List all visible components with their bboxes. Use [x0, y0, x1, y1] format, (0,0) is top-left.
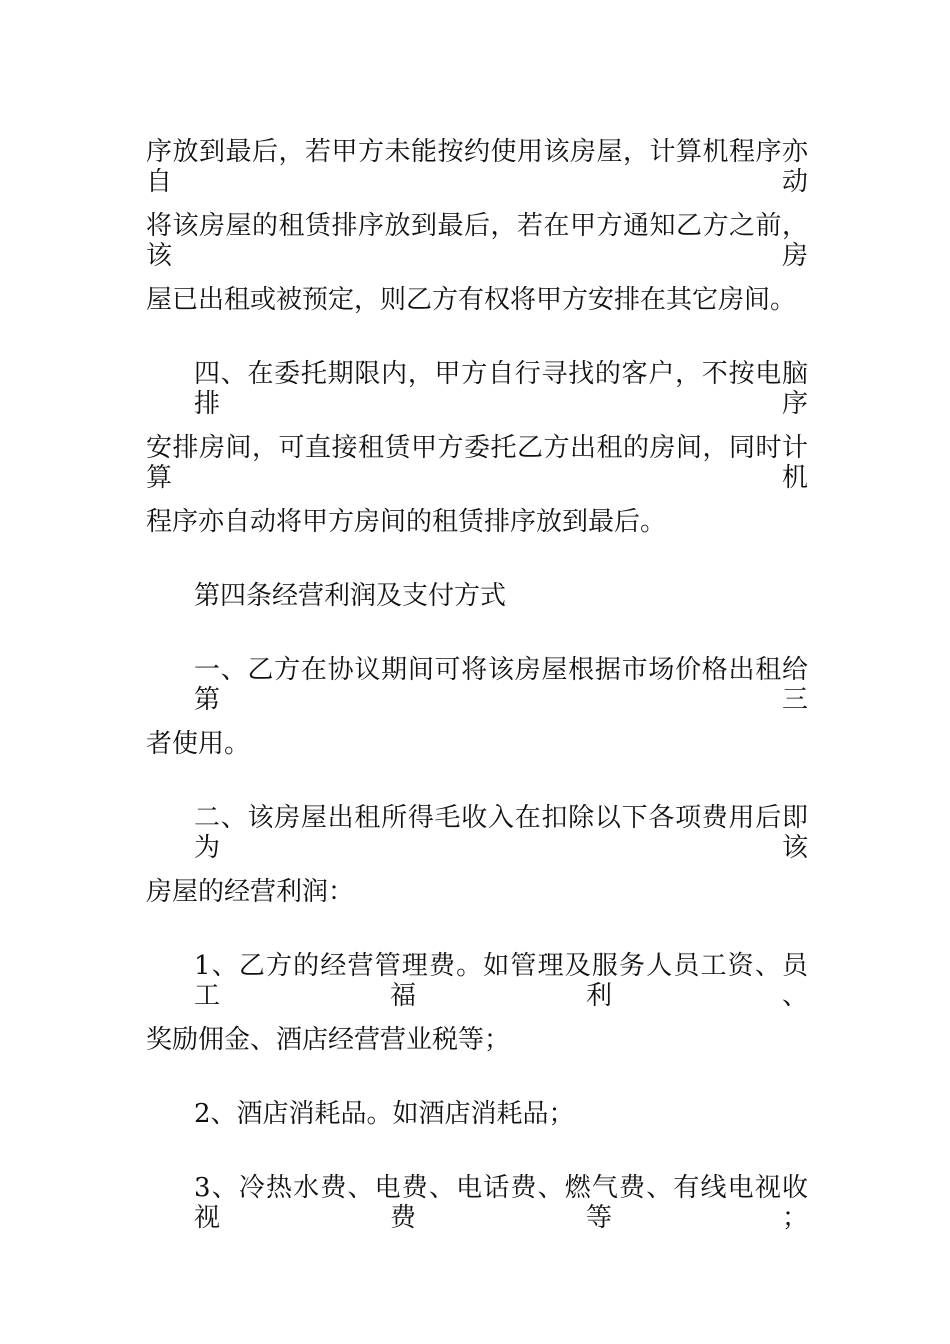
text-line: 一、乙方在协议期间可将该房屋根据市场价格出租给第三 [194, 655, 808, 715]
text-line: 安排房间，可直接租赁甲方委托乙方出租的房间，同时计算机 [146, 433, 808, 493]
text-line: 奖励佣金、酒店经营营业税等； [146, 1025, 511, 1055]
text-line: 3、冷热水费、电费、电话费、燃气费、有线电视收视费等； [194, 1173, 808, 1233]
text-line: 程序亦自动将甲方房间的租赁排序放到最后。 [146, 507, 667, 537]
text-line: 将该房屋的租赁排序放到最后，若在甲方通知乙方之前，该房 [146, 211, 808, 271]
text-line: 者使用。 [146, 729, 251, 759]
text-line: 屋已出租或被预定，则乙方有权将甲方安排在其它房间。 [146, 285, 797, 315]
text-line: 二、该房屋出租所得毛收入在扣除以下各项费用后即为该 [194, 803, 808, 863]
text-line: 房屋的经营利润： [146, 877, 355, 907]
text-line: 1、乙方的经营管理费。如管理及服务人员工资、员工福利、 [194, 951, 808, 1011]
text-line: 序放到最后，若甲方未能按约使用该房屋，计算机程序亦自动 [146, 137, 808, 197]
section-heading: 第四条经营利润及支付方式 [194, 581, 507, 611]
text-line: 四、在委托期限内，甲方自行寻找的客户，不按电脑排序 [194, 359, 808, 419]
text-line: 2、酒店消耗品。如酒店消耗品； [194, 1099, 575, 1129]
